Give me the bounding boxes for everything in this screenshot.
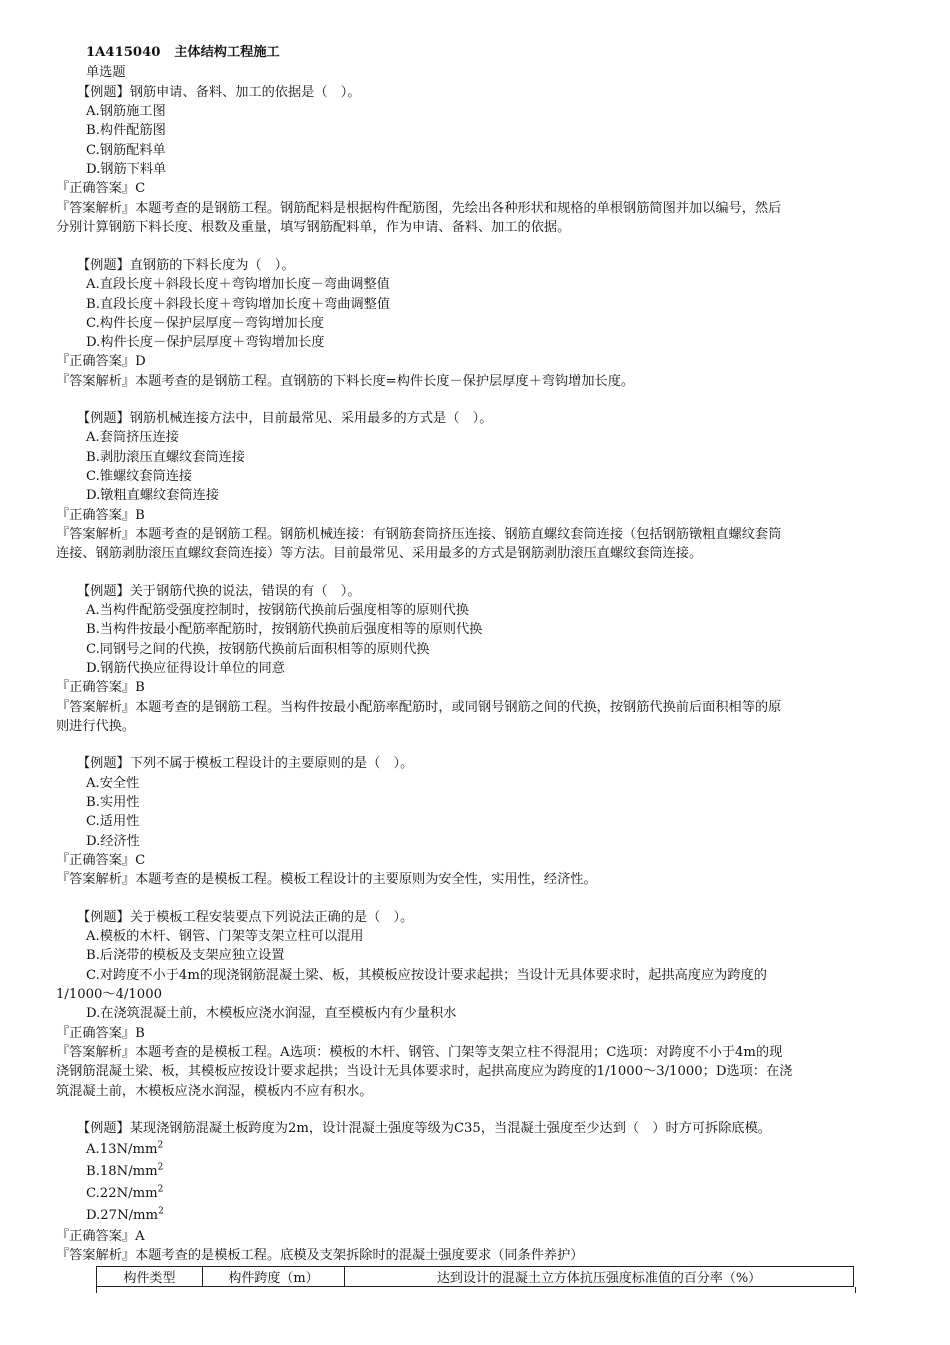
option: C.同钢号之间的代换，按钢筋代换前后面积相等的原则代换 — [86, 642, 430, 657]
option: C.适用性 — [86, 814, 140, 829]
table-header-row — [97, 1267, 854, 1287]
question-stem: 【例题】关于钢筋代换的说法，错误的有（ ）。 — [77, 584, 361, 599]
option: D.经济性 — [86, 834, 140, 849]
option: B.当构件按最小配筋率配筋时，按钢筋代换前后强度相等的原则代换 — [86, 622, 483, 637]
option: D.在浇筑混凝土前，木模板应浇水润湿，直至模板内有少量积水 — [86, 1006, 457, 1021]
option: A.当构件配筋受强度控制时，按钢筋代换前后强度相等的原则代换 — [86, 603, 469, 618]
option: B.剥肋滚压直螺纹套筒连接 — [86, 450, 245, 465]
question-stem: 【例题】钢筋申请、备料、加工的依据是（ ）。 — [77, 85, 361, 100]
correct-answer: 『正确答案』B — [56, 1026, 145, 1041]
option-text: A.13N/mm — [86, 1142, 158, 1157]
option — [86, 1140, 163, 1159]
option: B.后浇带的模板及支架应独立设置 — [86, 948, 285, 963]
answer-analysis: 则进行代换。 — [56, 719, 136, 734]
option: A.安全性 — [86, 776, 140, 791]
option: D.构件长度－保护层厚度＋弯钩增加长度 — [86, 335, 325, 350]
question-type: 单选题 — [86, 65, 126, 80]
section-code: 1A415040 — [86, 45, 161, 60]
table-header-cell: 构件跨度（m） — [203, 1267, 345, 1287]
section-heading — [86, 43, 280, 62]
option: D.钢筋下料单 — [86, 162, 167, 177]
answer-analysis: 分别计算钢筋下料长度、根数及重量，填写钢筋配料单，作为申请、备料、加工的依据。 — [56, 220, 571, 235]
table-continuation — [96, 1287, 856, 1293]
superscript: 2 — [157, 1162, 164, 1173]
table-header-cell: 达到设计的混凝土立方体抗压强度标准值的百分率（%） — [345, 1267, 854, 1287]
superscript: 2 — [157, 1184, 164, 1195]
option: A.模板的木杆、钢管、门架等支架立柱可以混用 — [86, 929, 364, 944]
question-stem: 【例题】下列不属于模板工程设计的主要原则的是（ ）。 — [77, 756, 414, 771]
answer-analysis: 连接、钢筋剥肋滚压直螺纹套筒连接）等方法。目前最常见、采用最多的方式是钢筋剥肋滚压直螺纹套筒连接。 — [56, 546, 703, 561]
option — [86, 1206, 164, 1225]
answer-analysis: 『答案解析』本题考查的是钢筋工程。钢筋配料是根据构件配筋图，先绘出各种形状和规格的单根钢筋简图并加以编号，然后 — [56, 201, 782, 216]
superscript: 2 — [157, 1140, 164, 1151]
question-stem: 【例题】关于模板工程安装要点下列说法正确的是（ ）。 — [77, 910, 414, 925]
option — [86, 1162, 163, 1181]
section-title: 主体结构工程施工 — [174, 45, 280, 60]
option: D.镦粗直螺纹套筒连接 — [86, 488, 219, 503]
answer-analysis: 『答案解析』本题考查的是钢筋工程。直钢筋的下料长度=构件长度－保护层厚度＋弯钩增加长度。 — [56, 374, 635, 389]
answer-analysis: 浇钢筋混凝土梁、板，其模板应按设计要求起拱；当设计无具体要求时，起拱高度应为跨度的1/1000～3/1000；D选项：在浇 — [56, 1064, 793, 1079]
correct-answer: 『正确答案』B — [56, 508, 145, 523]
option: C.构件长度－保护层厚度－弯钩增加长度 — [86, 316, 324, 331]
superscript: 2 — [158, 1206, 164, 1217]
option-text: B.18N/mm — [86, 1164, 158, 1179]
option: C.钢筋配料单 — [86, 143, 166, 158]
correct-answer: 『正确答案』A — [56, 1229, 145, 1244]
option-text: D.27N/mm — [86, 1208, 159, 1223]
correct-answer: 『正确答案』C — [56, 181, 146, 196]
option-text: C.22N/mm — [86, 1186, 158, 1201]
option: C.对跨度不小于4m的现浇钢筋混凝土梁、板，其模板应按设计要求起拱；当设计无具体要求时，起拱高度应为跨度的 — [86, 968, 767, 983]
option: B.实用性 — [86, 795, 140, 810]
question-stem: 【例题】直钢筋的下料长度为（ ）。 — [77, 258, 295, 273]
option: A.直段长度＋斜段长度＋弯钩增加长度－弯曲调整值 — [86, 277, 390, 292]
answer-analysis: 『答案解析』本题考查的是模板工程。模板工程设计的主要原则为安全性，实用性，经济性。 — [56, 872, 597, 887]
answer-analysis: 筑混凝土前，木模板应浇水润湿，模板内不应有积水。 — [56, 1084, 373, 1099]
option: C.锥螺纹套筒连接 — [86, 469, 193, 484]
question-stem: 【例题】钢筋机械连接方法中，目前最常见、采用最多的方式是（ ）。 — [77, 411, 493, 426]
strength-table — [96, 1266, 854, 1287]
correct-answer: 『正确答案』B — [56, 680, 145, 695]
answer-analysis: 『答案解析』本题考查的是模板工程。底模及支架拆除时的混凝土强度要求（同条件养护） — [56, 1248, 584, 1263]
option — [86, 1184, 163, 1203]
question-stem: 【例题】某现浇钢筋混凝土板跨度为2m，设计混凝土强度等级为C35，当混凝土强度至少达到（ ）时方可拆除底模。 — [77, 1121, 771, 1136]
answer-analysis: 『答案解析』本题考查的是钢筋工程。当构件按最小配筋率配筋时，或同钢号钢筋之间的代换，按钢筋代换前后面积相等的原 — [56, 700, 782, 715]
correct-answer: 『正确答案』D — [56, 354, 146, 369]
option: B.直段长度＋斜段长度＋弯钩增加长度＋弯曲调整值 — [86, 297, 391, 312]
answer-analysis: 『答案解析』本题考查的是钢筋工程。钢筋机械连接：有钢筋套筒挤压连接、钢筋直螺纹套筒连接（包括钢筋镦粗直螺纹套筒 — [56, 527, 782, 542]
option: B.构件配筋图 — [86, 123, 166, 138]
option: A.钢筋施工图 — [86, 104, 166, 119]
answer-analysis: 『答案解析』本题考查的是模板工程。A选项：模板的木杆、钢管、门架等支架立柱不得混用；C选项：对跨度不小于4m的现 — [56, 1045, 783, 1060]
option-continuation: 1/1000～4/1000 — [56, 987, 162, 1002]
correct-answer: 『正确答案』C — [56, 853, 146, 868]
option: D.钢筋代换应征得设计单位的同意 — [86, 661, 285, 676]
option: A.套筒挤压连接 — [86, 430, 179, 445]
table-header-cell: 构件类型 — [97, 1267, 203, 1287]
